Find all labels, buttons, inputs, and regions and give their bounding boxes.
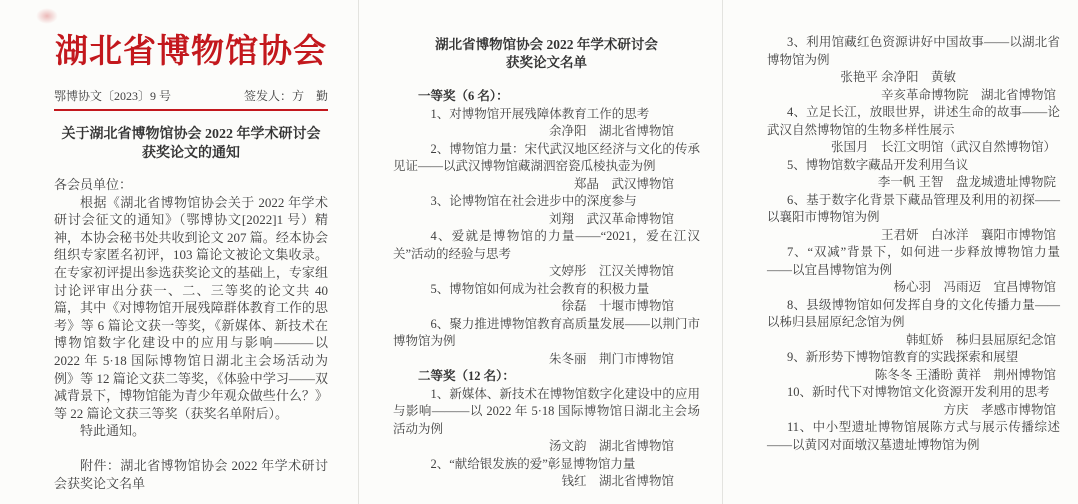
scan-artifact: [36, 8, 58, 24]
closing-line: 特此通知。: [80, 423, 146, 439]
paper-title: 8、县级博物馆如何发挥自身的文化传播力量——以秭归县屈原纪念馆为例: [767, 297, 1060, 329]
paper-title: 11、中小型遗址博物馆展陈方式与展示传播综述——以黄冈对面墩汉墓遗址博物馆为例: [767, 420, 1060, 452]
paper-author-institutions: 辛亥革命博物院 湖北省博物馆: [880, 87, 1056, 102]
paper-authors: 徐磊 十堰市博物馆: [561, 299, 674, 313]
notice-title-line1: 关于湖北省博物馆协会 2022 年学术研讨会: [61, 127, 321, 142]
award-list-page-1: [358, 0, 722, 504]
paper-authors: 汤文韵 湖北省博物馆: [548, 439, 674, 453]
paper-authors: 方庆 孝感市博物馆: [943, 402, 1056, 417]
paper-entry: [767, 192, 1060, 245]
paper-title: 5、博物馆数字藏品开发利用刍议: [787, 157, 969, 172]
paper-authors: 张艳平 余净阳 黄敏: [840, 70, 956, 84]
paper-authors: 郑晶 武汉博物馆: [573, 176, 674, 191]
paper-authors: 钱红 湖北省博物馆: [561, 474, 674, 488]
paper-authors: 李一帆 王智 盘龙城遗址博物院: [877, 175, 1056, 189]
paper-entry: [393, 106, 700, 141]
paper-title: 5、博物馆如何成为社会教育的积极力量: [430, 281, 650, 296]
paper-entry: [393, 456, 700, 491]
paper-title: 6、基于数字化背景下藏品管理及利用的初探——以襄阳市博物馆为例: [767, 192, 1060, 224]
attachment-line: 附件：湖北省博物馆协会 2022 年学术研讨会获奖论文名单: [54, 457, 328, 491]
red-divider: [54, 109, 328, 111]
paper-authors: 杨心羽 冯雨迈 宜昌博物馆: [893, 280, 1056, 294]
paper-entry: [767, 384, 1060, 419]
paper-title: 3、利用馆藏红色资源讲好中国故事——以湖北省博物馆为例: [767, 35, 1060, 67]
list-title-line2: 获奖论文名单: [506, 55, 587, 70]
paper-title: 3、论博物馆在社会进步中的深度参与: [430, 194, 637, 208]
document-number: 鄂博协文〔2023〕9 号: [54, 89, 172, 103]
paper-entry: [767, 244, 1060, 297]
paper-title: 4、爱就是博物馆的力量——“2021，爱在江汉关”活动的经验与思考: [393, 229, 700, 261]
notice-body: [54, 176, 328, 492]
paper-entry: [393, 281, 700, 316]
paper-entry: [767, 104, 1060, 157]
paper-entry: [393, 193, 700, 228]
paper-title: 2、博物馆力量：宋代武汉地区经济与文化的传承见证——以武汉博物馆藏湖泗窑瓷瓜棱执壶为例: [393, 141, 700, 173]
paper-authors: 文婷彤 江汉关博物馆: [548, 264, 674, 278]
paper-entry: [767, 349, 1060, 384]
paper-title: 4、立足长江，放眼世界，讲述生命的故事——论武汉自然博物馆的生物多样性展示: [767, 105, 1060, 137]
paper-authors: 张国月 长江文明馆（武汉自然博物馆）: [830, 140, 1056, 154]
issuer-label: 签发人：方 勤: [243, 89, 328, 103]
award-list-page-2: [722, 0, 1078, 504]
notice-title-line2: 获奖论文的通知: [142, 146, 240, 161]
paper-title: 10、新时代下对博物馆文化资源开发利用的思考: [787, 385, 1050, 399]
paper-title: 2、“献给银发族的爱”彰显博物馆力量: [430, 456, 636, 471]
paper-title: 9、新形势下博物馆教育的实践探索和展望: [787, 350, 1019, 364]
salutation: 各会员单位：: [54, 177, 133, 192]
paper-authors: 朱冬丽 荆门市博物馆: [548, 351, 674, 366]
paper-authors: 王君妍 白冰洋 襄阳市博物馆: [880, 227, 1056, 242]
notice-title: [54, 125, 328, 163]
list-title-line1: 湖北省博物馆协会 2022 年学术研讨会: [435, 37, 658, 52]
paper-entry: [767, 419, 1060, 454]
paper-entry: [767, 157, 1060, 192]
paper-entry: [767, 34, 1060, 104]
first-prize-heading: 一等奖（6 名）：: [418, 89, 509, 103]
paper-title: 1、对博物馆开展残障体教育工作的思考: [430, 106, 650, 121]
notice-page: [0, 0, 358, 504]
paper-title: 6、聚力推进博物馆教育高质量发展——以荆门市博物馆为例: [393, 316, 700, 348]
paper-title: 7、“双减”背景下，如何进一步释放博物馆力量——以宜昌博物馆为例: [767, 245, 1060, 277]
paper-title: 1、新媒体、新技术在博物馆数字化建设中的应用与影响———以 2022 年 5·18 国际博物馆日湖北主会场活动为例: [393, 386, 700, 436]
list-title: [393, 36, 700, 72]
paper-authors: 余净阳 湖北省博物馆: [548, 124, 674, 138]
paper-entry: [393, 386, 700, 456]
paper-authors: 刘翔 武汉革命博物馆: [548, 211, 674, 226]
notice-paragraph: 根据《湖北省博物馆协会关于 2022 年学术研讨会征文的通知》（鄂博协文[2022]1 号）精神，本协会秘书处共收到论文 207 篇。经本协会组织专家匿名初评，103 篇论文被论文集收录。在专家初评提出参选获奖论文的基础上，专家组讨论评审出分获一、二、三等奖的论文共 40 篇，其中《对博物馆开展残障群体教育工作的思考》等 6 篇论文获一等奖，《新媒体、新技术在博物馆数字化建设中的应用与影响———以 2022 年 5·18 国际博物馆日湖北主会场活动为例》等 12 篇论文获二等奖，《体验中学习——双减背景下，博物馆能为青少年观众做些什么？》等 22 篇论文获三等奖（获奖名单附后）。: [54, 194, 328, 421]
paper-authors: 陈冬冬 王潘盼 黄祥 荆州博物馆: [874, 367, 1056, 382]
paper-entry: [393, 141, 700, 194]
second-prize-heading: 二等奖（12 名）：: [418, 369, 515, 383]
document-meta-row: [54, 88, 328, 104]
paper-entry: [393, 316, 700, 369]
paper-authors: 韩虹娇 秭归县屈原纪念馆: [905, 332, 1056, 347]
paper-entry: [767, 297, 1060, 350]
paper-entry: [393, 228, 700, 281]
letterhead-title: 湖北省博物馆协会: [55, 34, 327, 70]
